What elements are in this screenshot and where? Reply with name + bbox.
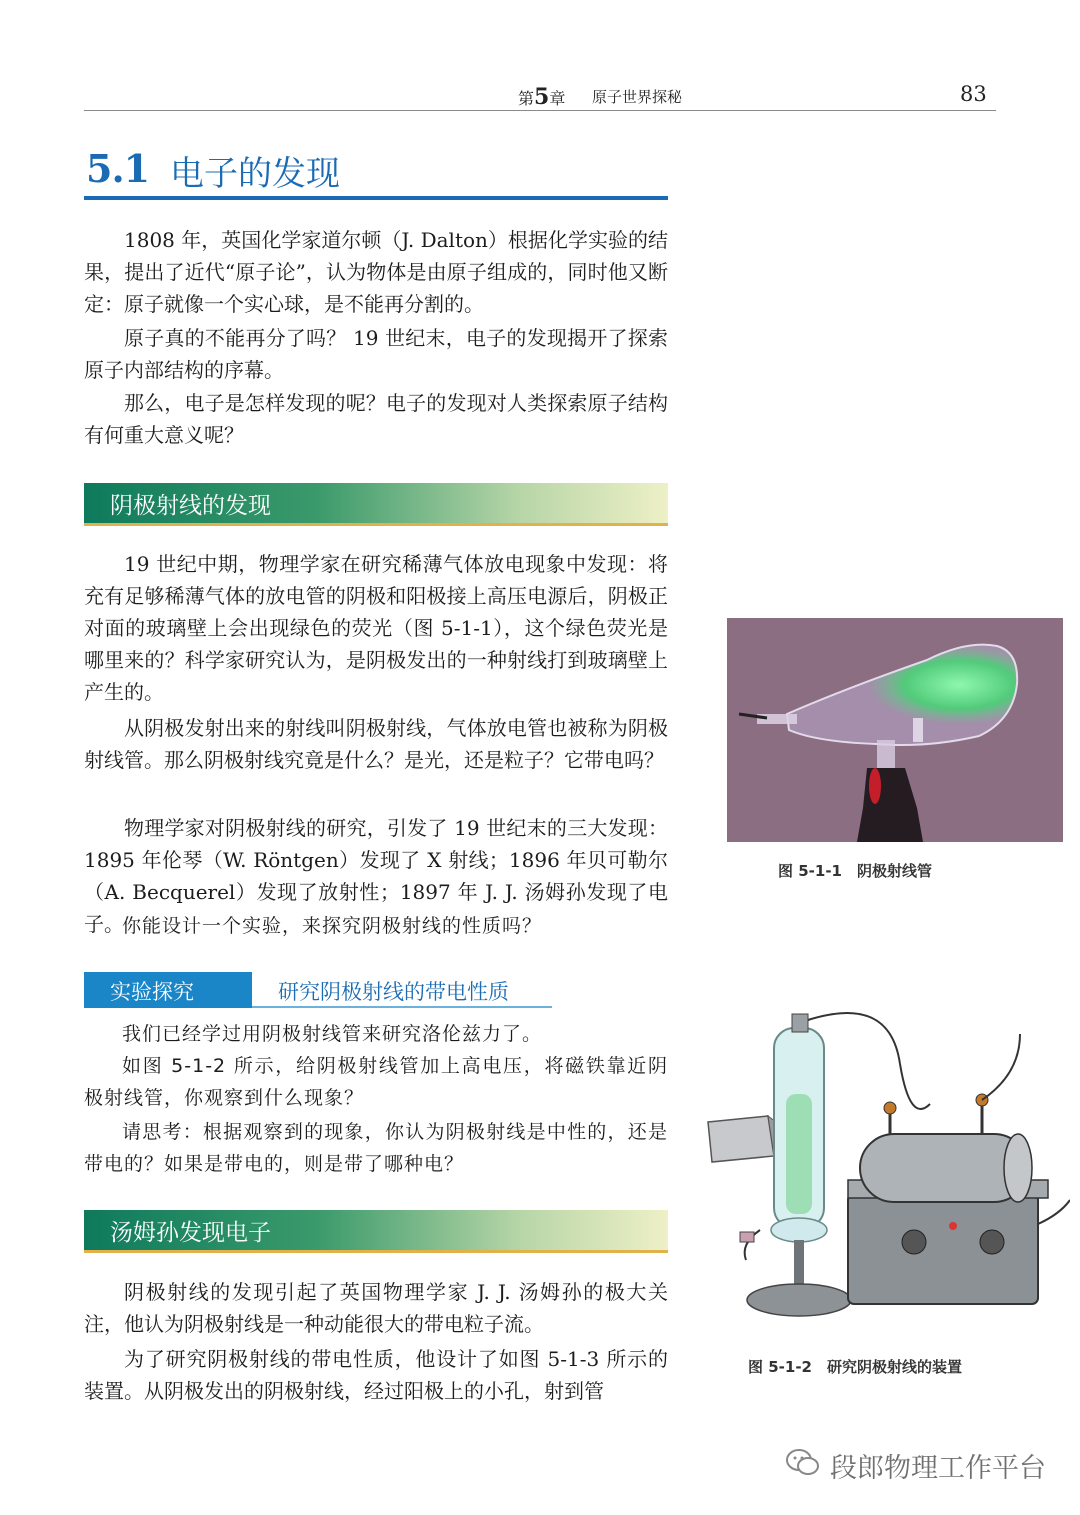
body-paragraph: 阴极射线的发现引起了英国物理学家 J. J. 汤姆孙的极大关注，他认为阴极射线是一种动能很大的带电粒子流。 bbox=[84, 1280, 668, 1336]
wechat-icon bbox=[786, 1448, 820, 1478]
experiment-tag-label: 实验探究 bbox=[110, 980, 194, 1004]
chapter-title: 原子世界探秘 bbox=[592, 88, 683, 106]
header-rule bbox=[84, 110, 996, 111]
experiment-rule bbox=[252, 1006, 552, 1008]
intro-paragraph: 原子真的不能再分了吗？ 19 世纪末，电子的发现揭开了探索原子内部结构的序幕。 bbox=[84, 326, 668, 382]
body-paragraph: 物理学家对阴极射线的研究，引发了 19 世纪末的三大发现：1895 年伦琴（W. Röntgen）发现了 X 射线；1896 年贝可勒尔（A. Becquerel）发现了放射性；1897 年 J. J. 汤姆孙发现了电子。 bbox=[84, 816, 668, 936]
experiment-title: 研究阴极射线的带电性质 bbox=[278, 980, 509, 1004]
chapter-label: 第5章 bbox=[518, 84, 566, 110]
section-title: 电子的发现 bbox=[170, 154, 340, 194]
intro-paragraph: 1808 年，英国化学家道尔顿（J. Dalton）根据化学实验的结果，提出了近代“原子论”，认为物体是由原子组成的，同时他又断定：原子就像一个实心球，是不能再分割的。 bbox=[84, 228, 668, 316]
question-paragraph: 你能设计一个实验，来探究阴极射线的性质吗？ bbox=[122, 915, 543, 937]
subsection-title: 汤姆孙发现电子 bbox=[110, 1220, 271, 1246]
subsection-title: 阴极射线的发现 bbox=[110, 493, 271, 519]
cathode-ray-tube-photo bbox=[727, 618, 1063, 842]
experiment-tag bbox=[84, 972, 252, 1008]
body-paragraph: 从阴极发射出来的射线叫阴极射线，气体放电管也被称为阴极射线管。那么阴极射线究竟是什么？是光，还是粒子？它带电吗？ bbox=[84, 716, 668, 772]
subsection-banner bbox=[84, 1210, 668, 1253]
watermark-text: 段郎物理工作平台 bbox=[830, 1453, 1046, 1484]
apparatus-illustration bbox=[700, 1004, 1070, 1324]
experiment-paragraph: 请思考：根据观察到的现象，你认为阴极射线是中性的，还是带电的？如果是带电的，则是带了哪种电？ bbox=[84, 1121, 668, 1175]
experiment-paragraph: 如图 5-1-2 所示，给阴极射线管加上高电压，将磁铁靠近阴极射线管，你观察到什么现象？ bbox=[84, 1055, 668, 1109]
figure-caption: 图 5-1-1 阴极射线管 bbox=[778, 862, 932, 880]
subsection-banner bbox=[84, 483, 668, 526]
section-number: 5.1 bbox=[86, 146, 150, 191]
figure-caption: 图 5-1-2 研究阴极射线的装置 bbox=[748, 1358, 962, 1376]
section-rule bbox=[84, 196, 668, 200]
intro-paragraph: 那么，电子是怎样发现的呢？电子的发现对人类探索原子结构有何重大意义呢？ bbox=[84, 391, 668, 447]
page-number: 83 bbox=[960, 82, 987, 106]
body-paragraph: 19 世纪中期，物理学家在研究稀薄气体放电现象中发现：将充有足够稀薄气体的放电管的阴极和阳极接上高压电源后，阴极正对面的玻璃壁上会出现绿色的荧光（图 5-1-1），这个绿色荧光是哪里来的？科学家研究认为，是阴极发出的一种射线打到玻璃壁上产生的。 bbox=[84, 552, 668, 704]
body-paragraph: 为了研究阴极射线的带电性质，他设计了如图 5-1-3 所示的装置。从阴极发出的阴极射线，经过阳极上的小孔，射到管 bbox=[84, 1347, 668, 1403]
experiment-paragraph: 我们已经学过用阴极射线管来研究洛伦兹力了。 bbox=[122, 1023, 543, 1045]
